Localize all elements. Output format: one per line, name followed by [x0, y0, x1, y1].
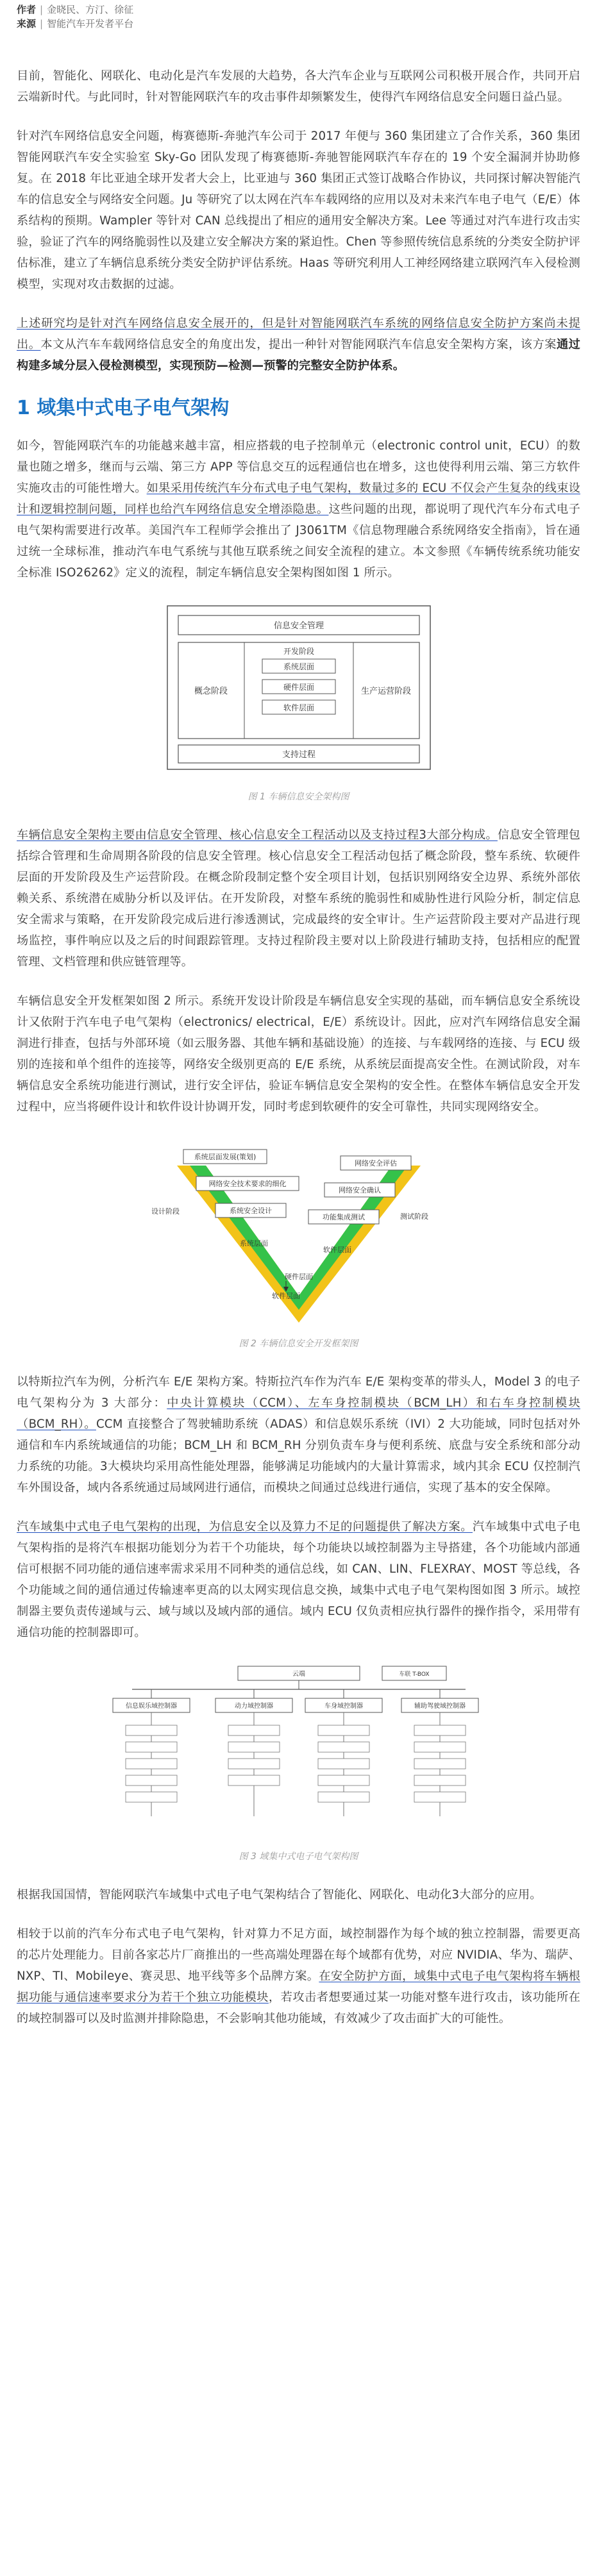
section1-paragraph-2 — [17, 824, 580, 973]
intro-paragraph-1: 目前，智能化、网联化、电动化是汽车发展的大趋势，各大汽车企业与互联网公司积极开展合作，共同开启云端新时代。与此同时，针对智能网联汽车的攻击事件却频繁发生，使得汽车网络信息安全问题日益凸显。 — [17, 69, 580, 104]
figure-1-diagram — [106, 603, 491, 776]
intro-paragraph-3 — [17, 313, 580, 376]
figure-3-caption: 图 3 域集中式电子电气架构图 — [239, 1852, 358, 1862]
article-meta — [17, 3, 580, 31]
bold-text: 通过构建多域分层入侵检测模型，实现预防—检测—预警的完整安全防护体系。 — [17, 338, 580, 372]
paragraph-text: 这些问题的出现，都说明了现代汽车分布式电子电气架构需要进行改革。美国汽车工程师学会推出了 J3061TM《信息物理融合系统网络安全指南》，旨在通过统一全球标准，推动汽车电气系统与其他互联系统之间安全流程的建立。本文参照《车辆传统系统功能安全标准 ISO26262》定义的流程，制定车辆信息安全架构图如图 1 所示。 — [17, 503, 581, 580]
fig2-software-right-label: 软件层面 — [323, 1246, 351, 1254]
fig3-domain-label: 信息娱乐域控制器 — [125, 1703, 177, 1710]
underlined-text: 中央计算模块（CCM）、左车身控制模块（BCM_LH）和右车身控制模块（BCM_RH）。 — [17, 1396, 580, 1431]
section1-paragraph-4 — [17, 1371, 580, 1498]
fig1-mid-item: 系统层面 — [283, 662, 314, 671]
paragraph-text: 相较于以前的汽车分布式电子电气架构，针对算力不足方面，域控制器作为每个域的独立控制器，需要更高的芯片处理能力。目前各家芯片厂商推出的一些高端处理器在每个域都有优势，对应 NVIDIA、华为、瑞萨、NXP、TI、Mobileye、赛灵思、地平线等多个品牌方案。 — [17, 1927, 580, 1983]
figure-3 — [74, 1662, 523, 1862]
figure-3-diagram — [74, 1662, 523, 1836]
fig3-cloud-label: 云端 — [292, 1671, 305, 1678]
section1-paragraph-6: 根据我国国情，智能网联汽车域集中式电子电气架构结合了智能化、网联化、电动化3大部分的应用。 — [17, 1888, 542, 1902]
underlined-text: 如果采用传统汽车分布式电子电气架构，数量过多的 ECU 不仅会产生复杂的线束设计和逻辑控制问题，同样也给汽车网络信息安全增添隐患。 — [17, 481, 580, 516]
figure-1 — [106, 603, 491, 803]
section-heading: 1 域集中式电子电气架构 — [17, 397, 230, 419]
fig2-system-label: 系统层面 — [239, 1239, 268, 1248]
section1-paragraph-5 — [17, 1516, 580, 1643]
fig1-mid-item: 软件层面 — [283, 703, 314, 712]
author-label: 作者 — [17, 4, 37, 15]
paragraph-text: 信息安全管理包括综合管理和生命周期各阶段的信息安全管理。核心信息安全工程活动包括了概念阶段，整车系统、软硬件层面的开发阶段及生产运营阶段。在概念阶段制定整个安全项目计划，包括识别网络安全边界、系统外部依赖关系、系统潜在威胁分析以及评估。在开发阶段，对整车系统的脆弱性和威胁性进行风险分析，制定信息安全需求与策略，在开发阶段完成后进行渗透测试，完成最终的安全审计。生产运营阶段主要对产品进行现场监控，事件响应以及之后的时间跟踪管理。支持过程阶段主要对以上阶段进行辅助支持，包括相应的配置管理、文档管理和供应链管理等。 — [17, 828, 580, 969]
figure-1-caption: 图 1 车辆信息安全架构图 — [248, 792, 349, 802]
section1-paragraph-1 — [17, 435, 580, 583]
paragraph-text: 汽车域集中式电子电气架构指的是将汽车根据功能划分为若干个功能块，每个功能块以域控制器为主导搭建，各个功能域内部通信可根据不同功能的通信速率需求采用不同种类的通信总线，如 CAN、LIN、FLEXRAY、MOST 等总线，各个功能域之间的通信通过传输速率更高的以太网实现信息交换，域集中式电子电气架构图如图 3 所示。域控制器主要负责传递域与云、域与域以及域内部的通信。域内 ECU 仅负责相应执行器件的操作指令，采用带有通信功能的控制器即可。 — [17, 1520, 581, 1639]
fig2-right-side: 测试阶段 — [399, 1212, 428, 1221]
paragraph-text: ，若攻击者想要通过某一功能对整车进行攻击，该功能所在的域控制器可以及时监测并排除隐患，不会影响其他功能域，有效减少了攻击面扩大的可能性。 — [17, 1991, 580, 2025]
paragraph-text: 如今，智能网联汽车的功能越来越丰富，相应搭载的电子控制单元（electronic control unit，ECU）的数量也随之增多，继而与云端、第三方 APP 等信息交互的远程通信也在增多，这也使得利用云端、第三方软件实施攻击的可能性增大。 — [17, 439, 580, 495]
fig2-right-label: 功能集成测试 — [322, 1213, 365, 1221]
fig2-left-side: 设计阶段 — [151, 1207, 180, 1216]
fig3-ecu-boxes — [126, 1725, 466, 1802]
source-line: 来源 | 智能汽车开发者平台 — [17, 18, 134, 29]
fig2-left-label: 系统安全设计 — [229, 1207, 272, 1215]
fig1-mid-item: 硬件层面 — [283, 683, 314, 692]
underlined-text: 上述研究均是针对汽车网络信息安全展开的，但是针对智能网联汽车系统的网络信息安全防护方案尚未提出。 — [17, 317, 580, 351]
fig3-domain-label: 辅助驾驶域控制器 — [414, 1703, 466, 1710]
underlined-text: 汽车域集中式电子电气架构的出现，为信息安全以及算力不足的问题提供了解决方案。 — [17, 1520, 473, 1534]
author-names: 金晓民、方汀、徐征 — [47, 4, 134, 15]
fig1-left-label: 概念阶段 — [194, 687, 228, 696]
fig1-bottom-label: 支持过程 — [282, 750, 315, 760]
underlined-text: 在安全防护方面，域集中式电子电气架构将车辆根据功能与通信速率要求分为若干个独立功能模块 — [17, 1970, 580, 2004]
fig2-right-label: 网络安全确认 — [338, 1186, 381, 1194]
fig3-domain-label: 动力域控制器 — [234, 1703, 273, 1710]
fig3-domain-label: 车身域控制器 — [324, 1703, 363, 1710]
paragraph-text: 本文从汽车车载网络信息安全的角度出发，提出一种针对智能网联汽车信息安全架构方案，该方案 — [40, 338, 557, 351]
fig2-right-label: 网络安全评估 — [354, 1159, 397, 1167]
source-name: 智能汽车开发者平台 — [47, 18, 134, 29]
fig2-hardware-label: 硬件层面 — [284, 1273, 313, 1281]
fig3-gateway-label: 车联 T-BOX — [398, 1671, 430, 1678]
paragraph-text: 以特斯拉汽车为例，分析汽车 E/E 架构方案。特斯拉汽车作为汽车 E/E 架构变革的带头人，Model 3 的电子电气架构分为 3 大部分： — [17, 1375, 580, 1410]
fig1-right-label: 生产运营阶段 — [360, 687, 411, 696]
fig1-mid-title: 开发阶段 — [283, 647, 314, 656]
intro-paragraph-2: 针对汽车网络信息安全问题，梅赛德斯-奔驰汽车公司于 2017 年便与 360 集团建立了合作关系，360 集团智能网联汽车安全实验室 Sky-Go 团队发现了梅赛德斯-奔驰智能网联汽车存在的 19 个安全漏洞并协助修复。在 2018 年比亚迪全球开发者大会上，比亚迪与 360 集团正式签订战略合作协议，共同探讨解决智能汽车的信息安全与网络安全问题。Ju 等研究了以太网在汽车车载网络的应用以及对未来汽车电子电气（E/E）体系结构的预期。Wampler 等针对 CAN 总线提出了相应的通用安全解决方案。Lee 等通过对汽车进行攻击实验，验证了汽车的网络脆弱性以及建立安全解决方案的紧迫性。Chen 等参照传统信息系统的分类安全防护评估标准，建立了车辆信息系统分类安全防护评估系统。Haas 等研究利用人工神经网络建立联网汽车入侵检测模型，实现对攻击数据的过滤。 — [17, 130, 580, 291]
figure-2-diagram — [94, 1137, 504, 1323]
source-label: 来源 — [17, 18, 37, 29]
fig2-software-label: 软件层面 — [271, 1292, 300, 1300]
fig2-left-label: 网络安全技术要求的细化 — [208, 1180, 286, 1188]
section1-paragraph-3: 车辆信息安全开发框架如图 2 所示。系统开发设计阶段是车辆信息安全实现的基础，而车辆信息安全系统设计又依附于汽车电子电气架构（electronics/ electrical，E/E）系统设计。因此，应对汽车网络信息安全漏洞进行排查，包括与外部环境（如云服务器、其他车辆和基础设施）的连接、与车载网络的连接、与 ECU 级别的连接和单个组件的连接等，网络安全级别更高的 E/E 系统，从系统层面提高安全性。在测试阶段，对车辆信息安全系统功能进行测试，进行安全评估，验证车辆信息安全架构的安全性。在整体车辆信息安全开发过程中，应当将硬件设计和软件设计协调开发，同时考虑到软硬件的安全可靠性，共同实现网络安全。 — [17, 994, 580, 1114]
fig1-top-label: 信息安全管理 — [273, 621, 324, 631]
fig2-left-label: 系统层面发展(策划) — [194, 1153, 256, 1161]
author-line: 作者 | 金晓民、方汀、徐征 — [17, 4, 134, 15]
section1-paragraph-7 — [17, 1923, 580, 2029]
paragraph-text: CCM 直接整合了驾驶辅助系统（ADAS）和信息娱乐系统（IVI）2 大功能域，同时包括对外通信和车内系统域通信的功能；BCM_LH 和 BCM_RH 分别负责车身与便利系统、底盘与安全系统和部分动力系统的功能。3大模块均采用高性能处理器，能够满足功能域内的大量计算需求，域内其余 ECU 仅控制汽车外围设备，域内各系统通过局域网进行通信，而模块之间通过总线进行通信，实现了基本的安全保障。 — [17, 1418, 580, 1494]
underlined-text: 车辆信息安全架构主要由信息安全管理、核心信息安全工程活动以及支持过程3大部分构成。 — [17, 828, 498, 842]
figure-2-caption: 图 2 车辆信息安全开发框架图 — [239, 1339, 358, 1349]
figure-2 — [94, 1137, 504, 1350]
